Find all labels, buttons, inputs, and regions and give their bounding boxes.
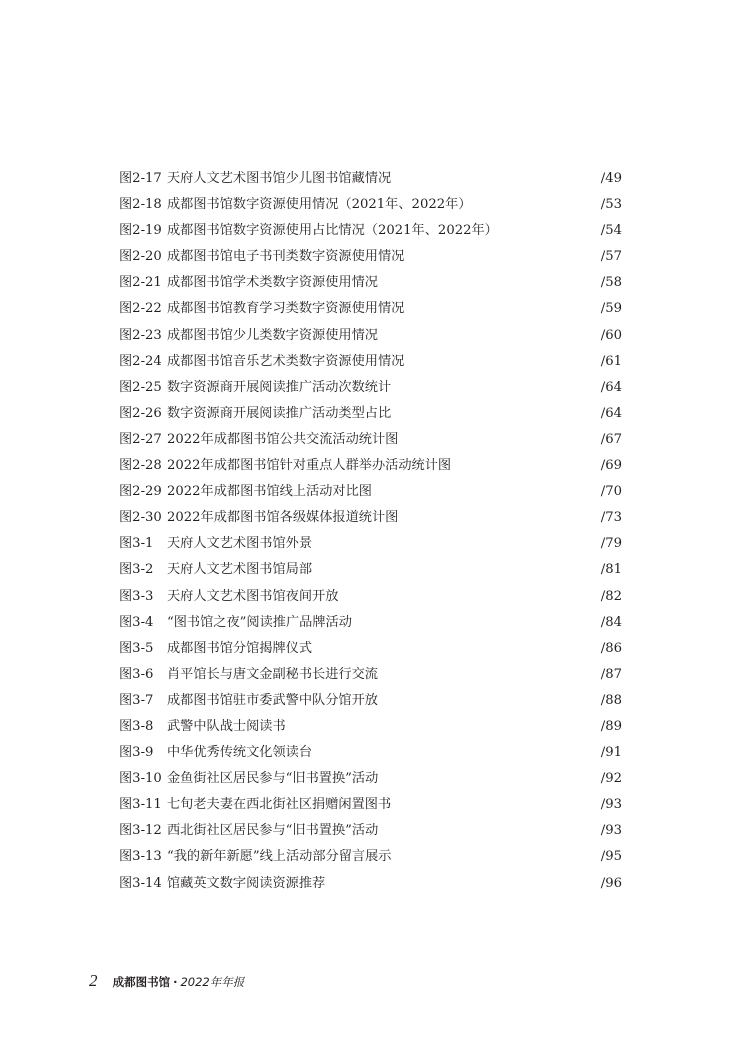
toc-entry[interactable] [119, 479, 622, 505]
figure-title: 成都图书馆学术类数字资源使用情况 [167, 275, 378, 291]
figure-number: 图3-8 [119, 718, 154, 734]
page-reference: /87 [600, 666, 622, 682]
page-reference: /93 [600, 823, 622, 839]
figure-number: 图2-20 [119, 249, 162, 265]
page-footer [89, 971, 244, 991]
figure-title: 成都图书馆数字资源使用占比情况（2021年、2022年） [167, 223, 498, 239]
figure-number: 图2-21 [119, 275, 162, 291]
figure-title: 成都图书馆少儿类数字资源使用情况 [167, 327, 378, 343]
page-reference: /70 [600, 484, 622, 500]
figure-title: 天府人文艺术图书馆外景 [167, 536, 313, 552]
toc-entry[interactable] [119, 584, 622, 610]
page-reference: /59 [600, 301, 622, 317]
toc-entry[interactable] [119, 662, 622, 688]
figure-title: “图书馆之夜”阅读推广品牌活动 [167, 614, 352, 630]
toc-entry[interactable] [119, 375, 622, 401]
list-of-figures [119, 166, 622, 897]
figure-title: 天府人文艺术图书馆夜间开放 [167, 588, 339, 604]
toc-entry[interactable] [119, 166, 622, 192]
toc-entry[interactable] [119, 818, 622, 844]
figure-title: 成都图书馆音乐艺术类数字资源使用情况 [167, 353, 405, 369]
figure-number: 图2-22 [119, 301, 162, 317]
page-reference: /58 [600, 275, 622, 291]
figure-number: 图2-24 [119, 353, 162, 369]
page-reference: /54 [600, 223, 622, 239]
page-reference: /91 [600, 745, 622, 761]
figure-number: 图2-30 [119, 510, 162, 526]
toc-entry[interactable] [119, 401, 622, 427]
page-reference: /95 [600, 849, 622, 865]
figure-title: 成都图书馆教育学习类数字资源使用情况 [167, 301, 405, 317]
page-number: 2 [89, 971, 98, 990]
toc-entry[interactable] [119, 192, 622, 218]
figure-title: 2022年成都图书馆各级媒体报道统计图 [167, 510, 399, 526]
figure-title: 武警中队战士阅读书 [167, 718, 286, 734]
toc-entry[interactable] [119, 740, 622, 766]
page-reference: /81 [600, 562, 622, 578]
figure-title: 金鱼街社区居民参与“旧书置换”活动 [167, 771, 379, 787]
page-reference: /61 [600, 353, 622, 369]
figure-number: 图3-1 [119, 536, 154, 552]
page-reference: /64 [600, 379, 622, 395]
page-reference: /53 [600, 197, 622, 213]
page-reference: /92 [600, 771, 622, 787]
toc-entry[interactable] [119, 557, 622, 583]
figure-number: 图2-23 [119, 327, 162, 343]
figure-number: 图2-25 [119, 379, 162, 395]
figure-title: 成都图书馆电子书刊类数字资源使用情况 [167, 249, 405, 265]
toc-entry[interactable] [119, 270, 622, 296]
toc-entry[interactable] [119, 453, 622, 479]
page-reference: /84 [600, 614, 622, 630]
toc-entry[interactable] [119, 505, 622, 531]
toc-entry[interactable] [119, 714, 622, 740]
toc-entry[interactable] [119, 296, 622, 322]
toc-entry[interactable] [119, 427, 622, 453]
figure-title: 肖平馆长与唐文金副秘书长进行交流 [167, 666, 378, 682]
figure-title: 2022年成都图书馆针对重点人群举办活动统计图 [167, 458, 452, 474]
toc-entry[interactable] [119, 844, 622, 870]
figure-number: 图3-11 [119, 797, 162, 813]
page-reference: /86 [600, 640, 622, 656]
page-reference: /96 [600, 875, 622, 891]
figure-title: 成都图书馆驻市委武警中队分馆开放 [167, 692, 378, 708]
running-title: 成都图书馆 [112, 975, 171, 989]
figure-number: 图2-18 [119, 197, 162, 213]
figure-number: 图3-13 [119, 849, 162, 865]
page-reference: /73 [600, 510, 622, 526]
toc-entry[interactable] [119, 766, 622, 792]
figure-title: 西北街社区居民参与“旧书置换”活动 [167, 823, 379, 839]
figure-title: 天府人文艺术图书馆局部 [167, 562, 313, 578]
toc-entry[interactable] [119, 871, 622, 897]
figure-number: 图2-26 [119, 405, 162, 421]
figure-number: 图3-7 [119, 692, 154, 708]
figure-number: 图3-2 [119, 562, 154, 578]
running-title-separator: · [173, 975, 178, 989]
toc-entry[interactable] [119, 610, 622, 636]
toc-entry[interactable] [119, 218, 622, 244]
page-reference: /93 [600, 797, 622, 813]
toc-entry[interactable] [119, 531, 622, 557]
figure-number: 图3-3 [119, 588, 154, 604]
figure-number: 图3-4 [119, 614, 154, 630]
figure-number: 图3-5 [119, 640, 154, 656]
figure-title: 天府人文艺术图书馆少儿图书馆藏情况 [167, 171, 392, 186]
figure-number: 图3-12 [119, 823, 162, 839]
page-reference: /67 [600, 431, 622, 447]
toc-entry[interactable] [119, 323, 622, 349]
toc-entry[interactable] [119, 244, 622, 270]
running-subtitle: 2022年年报 [180, 975, 245, 989]
page-reference: /69 [600, 458, 622, 474]
figure-title: 数字资源商开展阅读推广活动类型占比 [167, 405, 392, 421]
page-reference: /89 [600, 718, 622, 734]
figure-title: “我的新年新愿”线上活动部分留言展示 [167, 849, 392, 865]
page-reference: /79 [600, 536, 622, 552]
figure-number: 图2-28 [119, 458, 162, 474]
figure-title: 中华优秀传统文化领读台 [167, 745, 313, 761]
page-reference: /60 [600, 327, 622, 343]
page-reference: /88 [600, 692, 622, 708]
toc-entry[interactable] [119, 349, 622, 375]
toc-entry[interactable] [119, 636, 622, 662]
toc-entry[interactable] [119, 688, 622, 714]
figure-number: 图2-17 [119, 171, 162, 186]
figure-number: 图3-6 [119, 666, 154, 682]
figure-number: 图3-14 [119, 875, 162, 891]
figure-title: 数字资源商开展阅读推广活动次数统计 [167, 379, 392, 395]
page-reference: /57 [600, 249, 622, 265]
figure-title: 馆藏英文数字阅读资源推荐 [167, 875, 326, 891]
figure-title: 2022年成都图书馆公共交流活动统计图 [167, 431, 399, 447]
figure-number: 图2-27 [119, 431, 162, 447]
figure-title: 成都图书馆数字资源使用情况（2021年、2022年） [167, 197, 472, 213]
figure-number: 图2-29 [119, 484, 162, 500]
figure-number: 图2-19 [119, 223, 162, 239]
figure-number: 图3-9 [119, 745, 154, 761]
figure-title: 成都图书馆分馆揭牌仪式 [167, 640, 313, 656]
toc-entry[interactable] [119, 792, 622, 818]
page-reference: /49 [600, 171, 622, 186]
figure-title: 2022年成都图书馆线上活动对比图 [167, 484, 372, 500]
figure-title: 七旬老夫妻在西北街社区捐赠闲置图书 [167, 797, 392, 813]
page-reference: /82 [600, 588, 622, 604]
figure-number: 图3-10 [119, 771, 162, 787]
page-reference: /64 [600, 405, 622, 421]
